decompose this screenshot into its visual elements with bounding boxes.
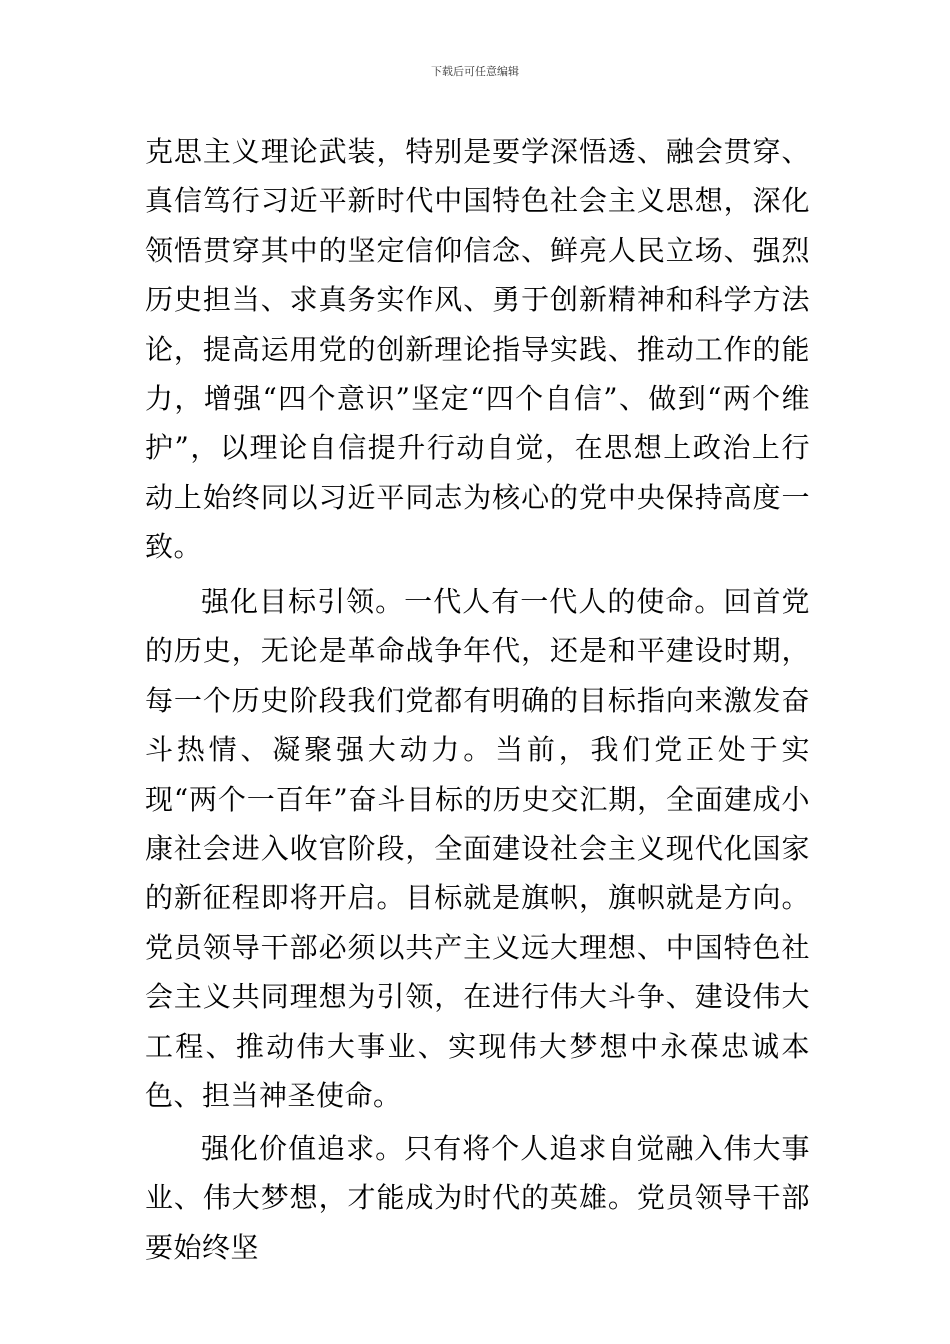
paragraph-value-pursuit	[145, 1124, 810, 1272]
page-header: 下载后可任意编辑	[431, 65, 519, 78]
paragraph-text: 强化价值追求。只有将个人追求自觉融入伟大事业、伟大梦想，才能成为时代的英雄。党员领导干部要始终坚	[145, 1132, 810, 1264]
paragraph-text: 克思主义理论武装，特别是要学深悟透、融会贯穿、真信笃行习近平新时代中国特色社会主义思想，深化领悟贯穿其中的坚定信仰信念、鲜亮人民立场、强烈历史担当、求真务实作风、勇于创新精神和科学方法论，提高运用党的创新理论指导实践、推动工作的能力，增强“四个意识”坚定“四个自信”、做到“两个维护”，以理论自信提升行动自觉，在思想上政治上行动上始终同以习近平同志为核心的党中央保持高度一致。	[145, 135, 810, 564]
paragraph-text: 强化目标引领。一代人有一代人的使命。回首党的历史，无论是革命战争年代，还是和平建设时期，每一个历史阶段我们党都有明确的目标指向来激发奋斗热情、凝聚强大动力。当前，我们党正处于实现“两个一百年”奋斗目标的历史交汇期，全面建成小康社会进入收官阶段，全面建设社会主义现代化国家的新征程即将开启。目标就是旗帜，旗帜就是方向。党员领导干部必须以共产主义远大理想、中国特色社会主义共同理想为引领，在进行伟大斗争、建设伟大工程、推动伟大事业、实现伟大梦想中永葆忠诚本色、担当神圣使命。	[145, 585, 810, 1113]
paragraph-continuation	[145, 127, 810, 572]
paragraph-goal-guidance	[145, 577, 810, 1120]
